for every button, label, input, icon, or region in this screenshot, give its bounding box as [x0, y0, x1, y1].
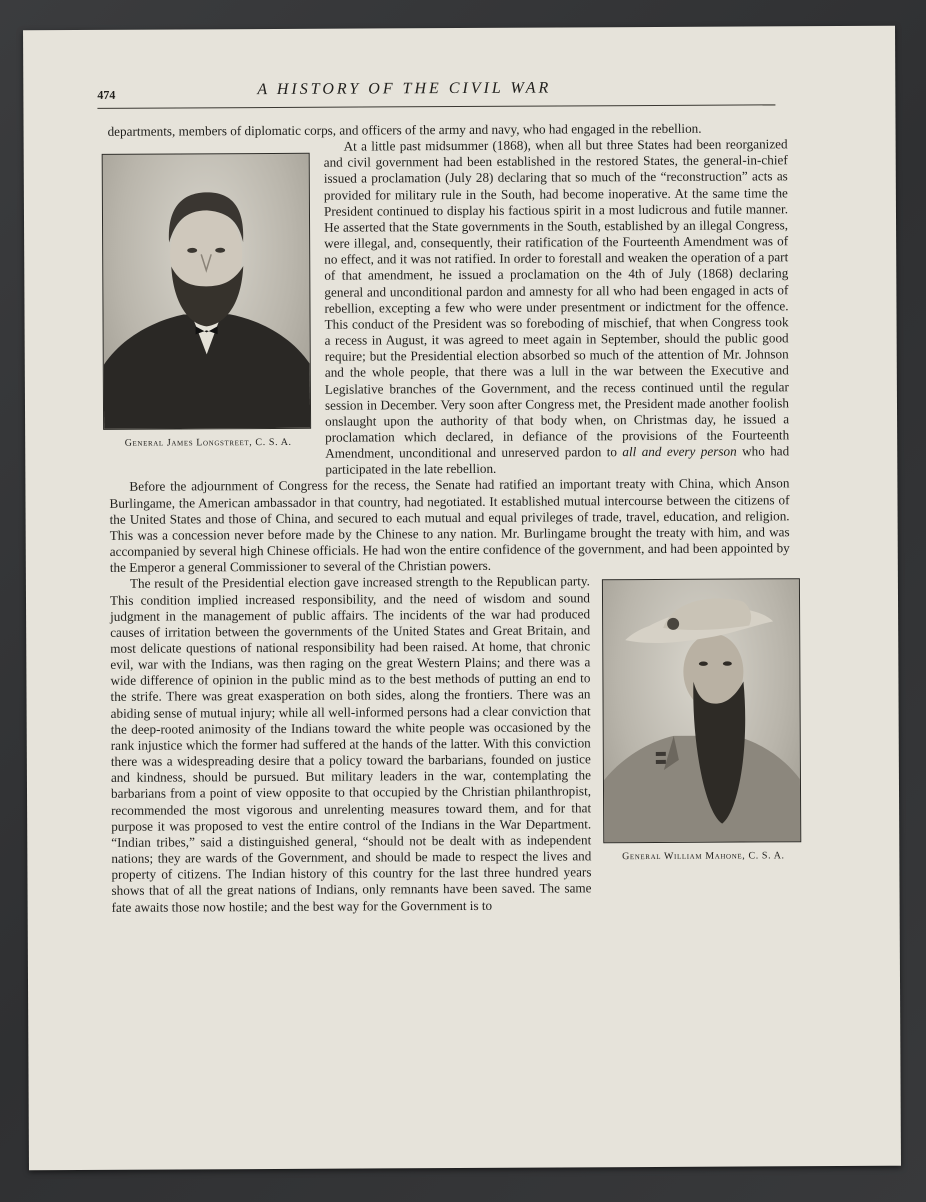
figure-mahone — [602, 579, 804, 886]
paragraph-continued: departments, members of diplomatic corps, and officers of the army and navy, who had engaged in the rebellion. — [107, 120, 702, 139]
mahone-caption: General William Mahone, C. S. A. — [622, 850, 785, 863]
paragraph-presidential-election: The result of the Presidential election gave increased strength to the Republican party. This condition implied increased responsibility, and the need of wisdom and sound judgment in the management of public affairs. The incidents of the war had produced causes of irritation between the governments of the United States and Great Britain, and most delicate questions of national responsibility had been raised. At home, that chronic evil, war with the Indians, was then raging on the great Western Plains; and there was a wide difference of opinion in the public mind as to the best methods of putting an end to the strife. There was great exasperation on both sides, along the frontiers. There was an abiding sense of mutual injury; while all well-informed persons had a clear conviction that the deep-rooted animosity of the Indians toward the white people was occasioned by the rank injustice which the former had suffered at the hands of the latter. With this conviction there was a widespreading desire that a policy toward the barbarians, founded on justice and kindness, should be pursued. But military leaders in the war, contemplating the barbarians from a point of view opposite to that occupied by the Christian philanthropist, recommended the most vigorous and unrelenting measures toward them, and for that purpose it was proposed to vest the entire control of the Indians in the War Department. “Indian tribes,” said a distinguished general, “should not be dealt with as independent nations; they are wards of the Government, and should be made to respect the lives and property of citizens. The Indian history of this country for the last three hundred years shows that of all the great nations of Indians, only remnants have been saved. The same fate awaits those now hostile; and the best way for the Government is to — [109, 573, 592, 915]
body-text — [108, 120, 792, 915]
page-header — [97, 78, 775, 106]
paragraph-reconstruction-text: At a little past midsummer (1868), when all but three States had been reorganized and civil government had been established in the restored States, the general-in-chief issued a proclamation (July 28) declaring that so much of the “reconstruction” acts as provided for military rule in the South, had become inoperative. At the same time the President continued to display his factious spirit in a most ludicrous and futile manner. He asserted that the State governments in the South, established by an illegal Congress, were illegal, and, consequently, their ratification of the Fourteenth Amendment was of no effect, and it was not ratified. In order to forestall and weaken the operation of a part of that amendment, he issued a proclamation on the 4th of July (1868) declaring general and unconditional pardon and amnesty for all who had been engaged in acts of rebellion, excepting a few who were under presentment or indictment for the offence. This conduct of the President was so foreboding of mischief, that when Congress took a recess in August, it was agreed to meet again in September, should the public good require; but the Presidential election absorbed so much of the attention of Mr. Johnson and the whole people, that there was a lull in the war between the Executive and Legislative branches of the Government, and the recess continued until the regular session in December. Very soon after Congress met, the President made another foolish onslaught upon the authority of that body when, on Christmas day, he issued a proclamation which declared, in defiance of the provisions of the Fourteenth Amendment, unconditional and unreserved pardon to — [323, 136, 790, 461]
page-number: 474 — [97, 87, 116, 102]
emphasis-all-and-every-person: all and every person — [622, 443, 737, 460]
portrait-photo-icon — [603, 580, 800, 843]
figure-longstreet — [102, 153, 314, 478]
longstreet-portrait — [102, 153, 311, 430]
page-sheet — [23, 26, 901, 1171]
longstreet-caption: General James Longstreet, C. S. A. — [124, 437, 292, 449]
portrait-photo-icon — [103, 154, 310, 429]
paragraph-burlingame-treaty: Before the adjournment of Congress for the recess, the Senate had ratified an important treaty with China, which Anson Burlingame, the American ambassador in that country, had negotiated. It established mutual intercourse between the citizens of the United States and those of China, and secured to each mutual and equal privileges of trade, travel, education, and religion. This was a concession never before made by the Chinese to any nation. Mr. Burlingame brought the treaty with him, and was accompanied by several high Chinese officials. He had won the entire confidence of the government, and had been appointed by the Emperor a general Commissioner to several of the Christian powers. — [109, 475, 790, 576]
paragraph-reconstruction-end: who had participated in the late rebellion. — [325, 443, 790, 477]
running-title: A HISTORY OF THE CIVIL WAR — [257, 79, 552, 99]
mahone-portrait — [602, 579, 801, 844]
